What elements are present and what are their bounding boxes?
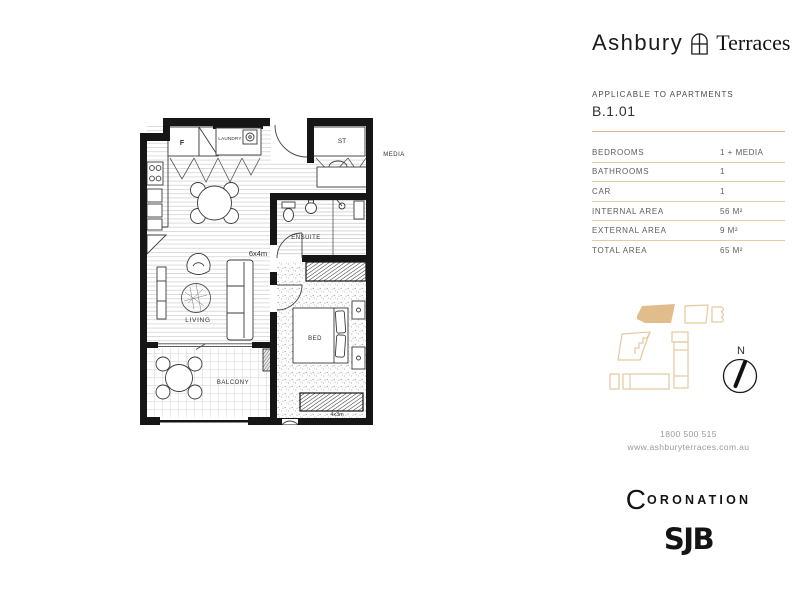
room-label-storage: ST — [337, 138, 347, 145]
site-key-plan — [600, 288, 780, 408]
balcony-table — [166, 365, 193, 392]
gold-divider — [592, 131, 785, 132]
spec-value: 1 + MEDIA — [720, 147, 764, 157]
basin — [306, 203, 317, 214]
compass-north-label: N — [737, 345, 745, 357]
spec-label: CAR — [592, 186, 611, 196]
brand-header — [592, 30, 791, 56]
room-label-fridge: F — [179, 140, 185, 147]
spec-label: BEDROOMS — [592, 147, 645, 157]
apartment-id: B.1.01 — [592, 103, 636, 119]
brand-ashbury: Ashbury — [592, 30, 684, 55]
wardrobe-top — [306, 262, 366, 281]
spec-value: 65 M² — [720, 245, 743, 255]
sink-unit — [147, 189, 162, 202]
spec-label: INTERNAL AREA — [592, 206, 664, 216]
room-label-media: MEDIA — [383, 152, 405, 158]
spec-label: TOTAL AREA — [592, 245, 648, 255]
spec-value: 1 — [720, 186, 725, 196]
brand-terraces: Terraces — [716, 30, 791, 55]
sofa — [227, 260, 253, 340]
spec-row-internal-area — [592, 202, 785, 222]
applicable-label: APPLICABLE TO APARTMENTS — [592, 90, 734, 99]
room-label-living: LIVING — [185, 317, 211, 324]
spec-label: EXTERNAL AREA — [592, 226, 667, 236]
armchair — [187, 253, 210, 274]
spec-value: 1 — [720, 167, 725, 177]
spec-row-bedrooms — [592, 143, 785, 163]
contact-block — [592, 428, 785, 454]
spec-label: BATHROOMS — [592, 167, 650, 177]
spec-value: 56 M² — [720, 206, 743, 216]
room-label-ensuite: ENSUITE — [291, 235, 321, 241]
washer-icon — [243, 130, 257, 144]
sjb-logo: SJB — [663, 522, 714, 556]
coronation-logo — [592, 484, 785, 515]
spec-value: 9 M² — [720, 226, 738, 236]
dining-set — [191, 183, 239, 224]
spec-row-bathrooms — [592, 163, 785, 183]
spec-row-total-area — [592, 241, 785, 260]
floor-plan — [130, 105, 430, 450]
toilet — [282, 202, 295, 208]
phone-number: 1800 500 515 — [660, 429, 717, 439]
room-label-balcony: BALCONY — [216, 380, 250, 386]
compass — [724, 345, 757, 393]
wardrobe-bottom — [300, 393, 363, 411]
dining-table — [198, 186, 232, 220]
pillow — [335, 311, 346, 334]
building-highlighted — [637, 304, 675, 323]
website-url: www.ashburyterraces.com.au — [627, 442, 750, 452]
pillow — [335, 335, 346, 358]
room-label-laundry: LAUNDRY — [218, 136, 242, 141]
coronation-logo-text: ORONATION — [646, 493, 752, 507]
spec-row-external-area — [592, 221, 785, 241]
coronation-logo-c: C — [625, 484, 646, 515]
room-label-bed: BED — [308, 336, 322, 342]
bedside-table — [352, 347, 365, 369]
tv-unit — [157, 267, 166, 319]
bed-dimension: 4x3m — [330, 412, 344, 418]
arch-window-icon — [689, 31, 710, 56]
spec-table — [592, 143, 785, 260]
wall-vent — [282, 419, 298, 425]
bedside-table — [352, 301, 365, 319]
living-dimension: 6x4m — [248, 249, 268, 258]
stove — [147, 162, 163, 185]
spec-row-car — [592, 182, 785, 202]
